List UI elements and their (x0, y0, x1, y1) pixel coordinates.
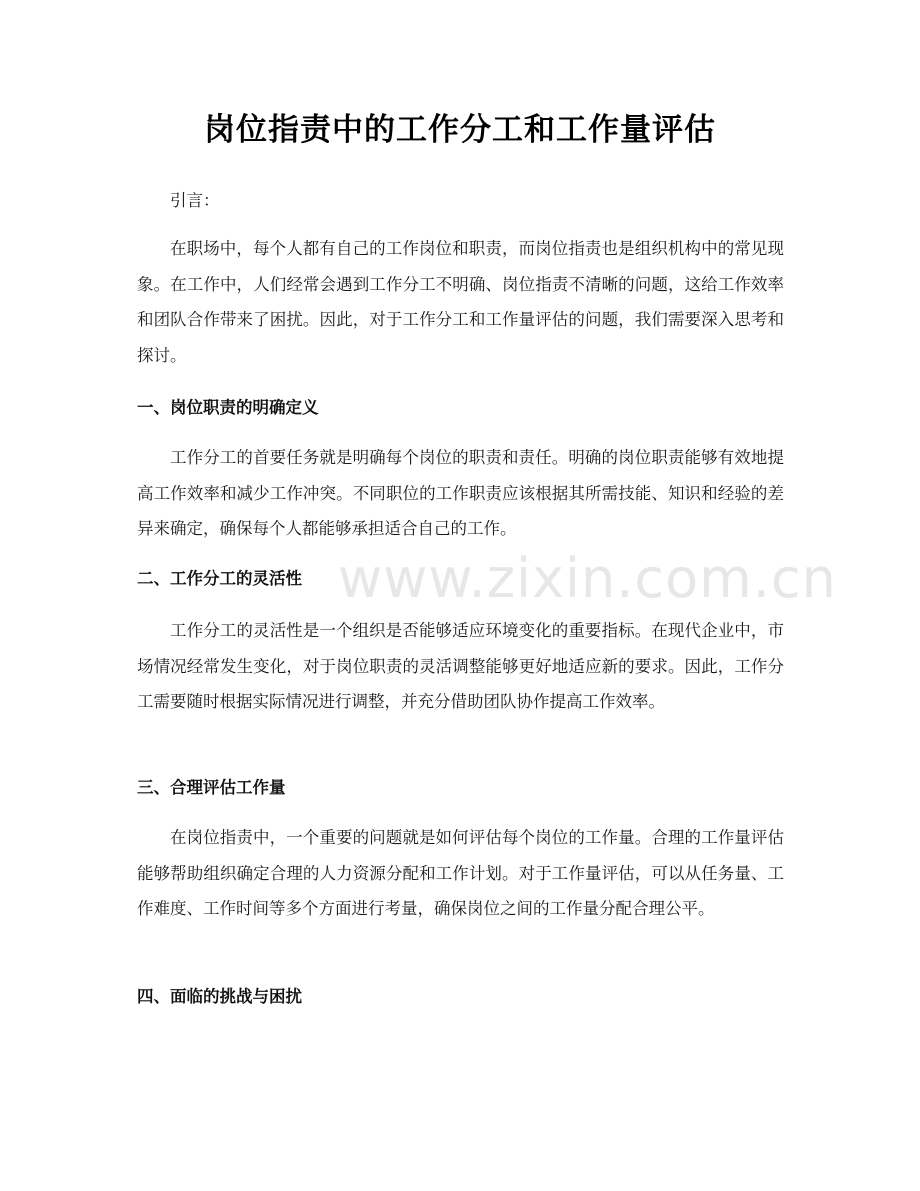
section-heading-4: 四、面临的挑战与困扰 (137, 987, 302, 1006)
document-title: 岗位指责中的工作分工和工作量评估 (204, 112, 716, 148)
section-paragraph-2: 工作分工的灵活性是一个组织是否能够适应环境变化的重要指标。在现代企业中，市场情况经常发生变化，对于岗位职责的灵活调整能够更好地适应新的要求。因此，工作分工需要随时根据实际情况进行调整，并充分借助团队协作提高工作效率。 (137, 621, 784, 711)
section-paragraph-3: 在岗位指责中，一个重要的问题就是如何评估每个岗位的工作量。合理的工作量评估能够帮助组织确定合理的人力资源分配和工作计划。对于工作量评估，可以从任务量、工作难度、工作时间等多个方面进行考量，确保岗位之间的工作量分配合理公平。 (137, 828, 784, 918)
section-heading-1: 一、岗位职责的明确定义 (137, 398, 319, 417)
intro-paragraph: 在职场中，每个人都有自己的工作岗位和职责，而岗位指责也是组织机构中的常见现象。在工作中，人们经常会遇到工作分工不明确、岗位指责不清晰的问题，这给工作效率和团队合作带来了困扰。因此，对于工作分工和工作量评估的问题，我们需要深入思考和探讨。 (137, 239, 784, 365)
watermark-text: www.zixin.com.cn (338, 547, 837, 610)
section-paragraph-1: 工作分工的首要任务就是明确每个岗位的职责和责任。明确的岗位职责能够有效地提高工作效率和减少工作冲突。不同职位的工作职责应该根据其所需技能、知识和经验的差异来确定，确保每个人都能够承担适合自己的工作。 (137, 448, 784, 538)
intro-label: 引言： (170, 191, 220, 210)
section-heading-2: 二、工作分工的灵活性 (137, 569, 302, 588)
section-heading-3: 三、合理评估工作量 (137, 778, 286, 797)
